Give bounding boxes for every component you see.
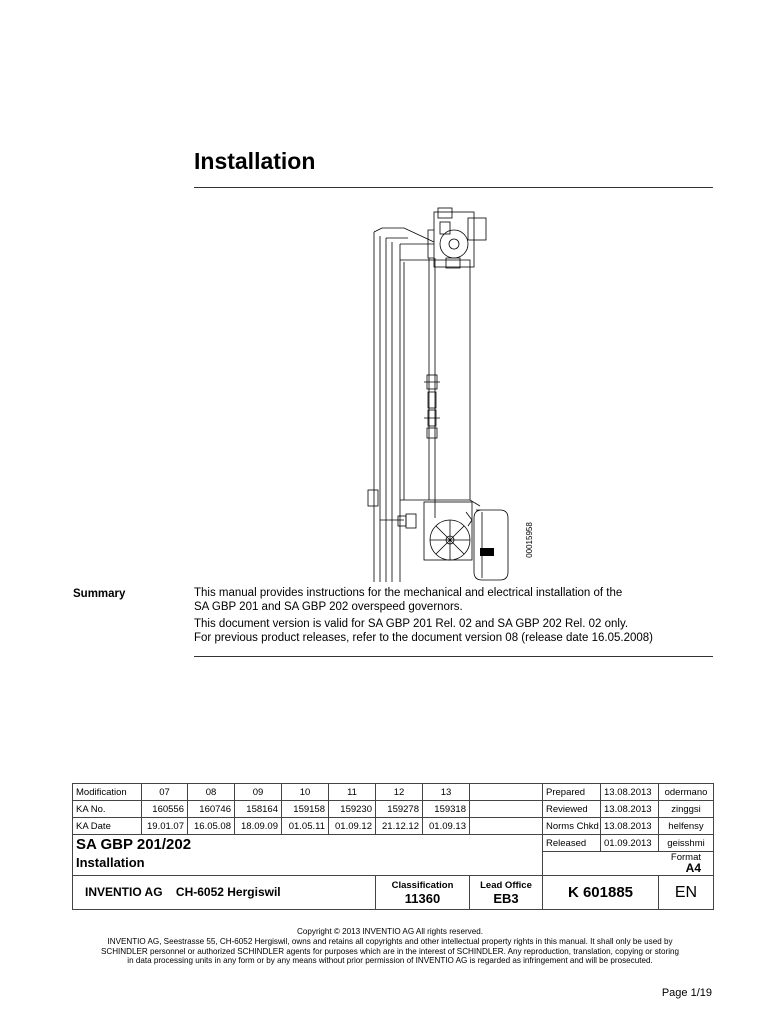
- ka-no-cell: 159158: [282, 801, 329, 818]
- approval-date: 13.08.2013: [601, 801, 659, 818]
- title-block: [72, 783, 714, 910]
- ka-date-cell: 21.12.12: [376, 818, 423, 835]
- ka-date-cell: 01.09.12: [329, 818, 376, 835]
- summary-line: SA GBP 201 and SA GBP 202 overspeed governors.: [194, 600, 463, 613]
- modification-row: [73, 784, 714, 801]
- company-name: INVENTIO AG: [85, 885, 163, 899]
- classification-value: 11360: [404, 890, 441, 906]
- approval-date: 01.09.2013: [601, 835, 659, 852]
- version-cell: 13: [423, 784, 470, 801]
- figure-id: 00015958: [525, 522, 534, 558]
- version-cell: 12: [376, 784, 423, 801]
- summary-text: [194, 587, 734, 645]
- version-cell: 07: [142, 784, 188, 801]
- ka-no-cell: 159318: [423, 801, 470, 818]
- ka-no-cell: 158164: [235, 801, 282, 818]
- copyright-notice: [60, 927, 720, 966]
- approval-role: Released: [543, 835, 601, 852]
- approval-name: zinggsi: [659, 801, 714, 818]
- approval-name: odermano: [659, 784, 714, 801]
- approval-date: 13.08.2013: [601, 818, 659, 835]
- title-divider: [194, 187, 713, 188]
- ka-date-label: KA Date: [73, 818, 142, 835]
- ka-date-cell: 16.05.08: [188, 818, 235, 835]
- product-row: [73, 835, 714, 852]
- ka-no-cell: 159278: [376, 801, 423, 818]
- summary-line: This manual provides instructions for the mechanical and electrical installation of the: [194, 587, 623, 599]
- format-value: A4: [685, 861, 701, 875]
- summary-line: For previous product releases, refer to the document version 08 (release date 16.05.2008): [194, 631, 653, 644]
- language-code: EN: [659, 876, 714, 910]
- classification-label: Classification: [391, 879, 454, 891]
- page-number: Page 1/19: [661, 987, 712, 999]
- copyright-line: INVENTIO AG, Seestrasse 55, CH-6052 Hergiswil, owns and retains all copyrights and other intellectual property rights in this manual. It shall only be used by: [107, 936, 673, 946]
- product-code: SA GBP 201/202: [76, 836, 192, 853]
- copyright-line: in data processing units in any form or by any means without prior permission of INVENTIO AG is regarded as infringement and will be prosecuted.: [127, 956, 653, 966]
- ka-no-cell: 159230: [329, 801, 376, 818]
- ka-date-cell: 01.09.13: [423, 818, 470, 835]
- version-cell: 10: [282, 784, 329, 801]
- ka-date-cell: 18.09.09: [235, 818, 282, 835]
- document-number: K 601885: [543, 876, 659, 910]
- lead-office-label: Lead Office: [480, 879, 532, 891]
- ka-no-label: KA No.: [73, 801, 142, 818]
- approval-date: 13.08.2013: [601, 784, 659, 801]
- version-cell: 11: [329, 784, 376, 801]
- document-title: Installation: [76, 855, 145, 870]
- ka-no-row: [73, 801, 714, 818]
- summary-line: This document version is valid for SA GBP 201 Rel. 02 and SA GBP 202 Rel. 02 only.: [194, 618, 629, 630]
- ka-no-cell: 160556: [142, 801, 188, 818]
- company-location: CH-6052 Hergiswil: [175, 885, 281, 899]
- approval-role: Norms Chkd: [543, 818, 601, 835]
- summary-label: Summary: [73, 588, 126, 600]
- ka-no-cell: 160746: [188, 801, 235, 818]
- version-cell: 08: [188, 784, 235, 801]
- approval-role: Prepared: [543, 784, 601, 801]
- approval-name: geisshmi: [659, 835, 714, 852]
- ka-date-row: [73, 818, 714, 835]
- ka-date-cell: 01.05.11: [282, 818, 329, 835]
- approval-role: Reviewed: [543, 801, 601, 818]
- modification-label: Modification: [73, 784, 142, 801]
- format-label: Format: [670, 852, 701, 863]
- version-cell: 09: [235, 784, 282, 801]
- ka-date-cell: 19.01.07: [142, 818, 188, 835]
- company-row: [73, 876, 714, 910]
- governor-installation-drawing: [350, 200, 550, 585]
- summary-divider: [194, 656, 713, 657]
- copyright-line: Copyright © 2013 INVENTIO AG All rights reserved.: [297, 927, 483, 936]
- copyright-line: SCHINDLER personnel or authorized SCHINDLER agents for purposes which are in the interest of SCHINDLER. Any reproduction, translation, copying or storing: [100, 946, 680, 956]
- approval-name: helfensy: [659, 818, 714, 835]
- lead-office-value: EB3: [493, 890, 519, 906]
- page-title: Installation: [194, 148, 316, 174]
